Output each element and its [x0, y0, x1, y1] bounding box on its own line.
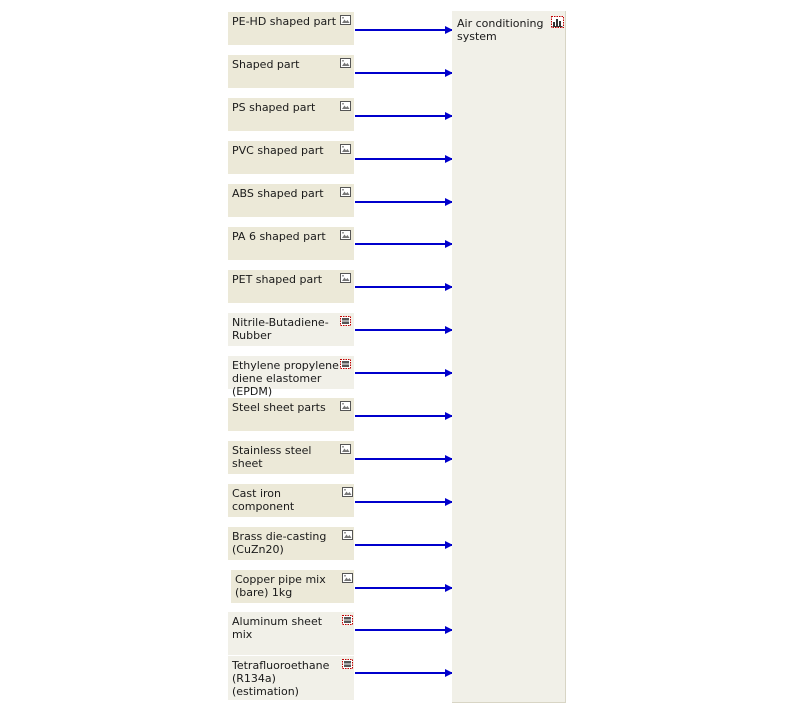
- source-node[interactable]: [228, 356, 354, 398]
- source-label: PET shaped part: [232, 273, 323, 286]
- bar-chart-icon: [551, 16, 564, 28]
- image-icon: [342, 530, 353, 540]
- source-label: Ethylene propylene diene elastomer (EPDM): [232, 359, 339, 398]
- image-icon: [340, 230, 351, 240]
- image-icon: [340, 401, 351, 411]
- source-node[interactable]: [228, 12, 354, 45]
- source-label: Shaped part: [232, 58, 300, 71]
- source-label: Steel sheet parts: [232, 401, 326, 414]
- source-label: PS shaped part: [232, 101, 316, 114]
- source-label: Aluminum sheet mix: [232, 615, 323, 641]
- dataset-icon: [340, 359, 351, 369]
- source-node[interactable]: [228, 184, 354, 217]
- source-node[interactable]: [231, 570, 354, 603]
- target-label: Air conditioning system: [457, 17, 544, 43]
- image-icon: [340, 444, 351, 454]
- source-label: Copper pipe mix (bare) 1kg: [235, 573, 326, 599]
- source-node[interactable]: [228, 398, 354, 431]
- source-node[interactable]: [228, 441, 354, 474]
- source-label: Brass die-casting (CuZn20): [232, 530, 327, 556]
- source-node[interactable]: [228, 55, 354, 88]
- source-label: Stainless steel sheet: [232, 444, 312, 470]
- image-icon: [340, 273, 351, 283]
- source-node[interactable]: [228, 313, 354, 346]
- source-label: ABS shaped part: [232, 187, 324, 200]
- source-node[interactable]: [228, 656, 354, 700]
- image-icon: [340, 58, 351, 68]
- image-icon: [340, 15, 351, 25]
- dataset-icon: [342, 615, 353, 625]
- image-icon: [342, 573, 353, 583]
- source-label: Nitrile-Butadiene-Rubber: [232, 316, 329, 342]
- source-label: PVC shaped part: [232, 144, 324, 157]
- image-icon: [342, 487, 353, 497]
- source-node[interactable]: [228, 270, 354, 303]
- image-icon: [340, 101, 351, 111]
- image-icon: [340, 187, 351, 197]
- dataset-icon: [340, 316, 351, 326]
- dataset-icon: [342, 659, 353, 669]
- source-node[interactable]: [228, 612, 354, 655]
- source-node[interactable]: [228, 98, 354, 131]
- source-node[interactable]: [228, 484, 354, 517]
- source-label: Cast iron component: [232, 487, 295, 513]
- source-label: PA 6 shaped part: [232, 230, 326, 243]
- source-node[interactable]: [228, 227, 354, 260]
- image-icon: [340, 144, 351, 154]
- source-label: Tetrafluoroethane (R134a) (estimation): [232, 659, 330, 698]
- target-node[interactable]: [452, 11, 566, 703]
- source-node[interactable]: [228, 141, 354, 174]
- source-node[interactable]: [228, 527, 354, 560]
- source-label: PE-HD shaped part: [232, 15, 337, 28]
